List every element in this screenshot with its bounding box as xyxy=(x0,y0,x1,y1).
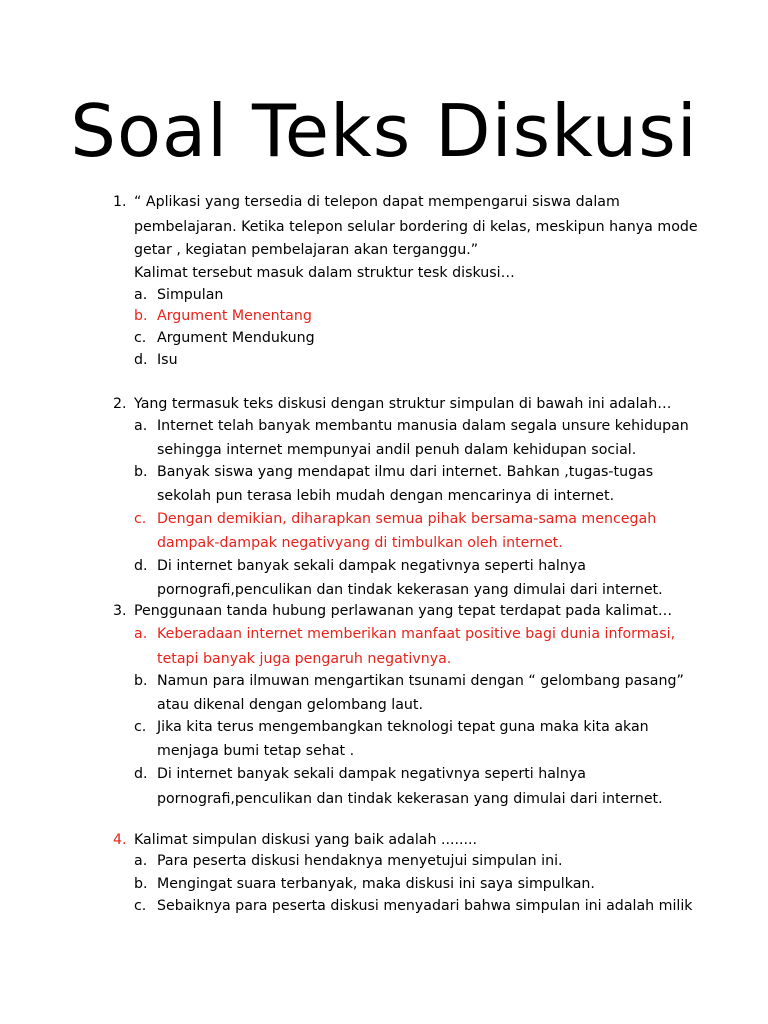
option-text: Isu xyxy=(157,352,178,368)
option-letter: b. xyxy=(134,464,148,480)
option-text-answer: tetapi banyak juga pengaruh negativnya. xyxy=(157,651,452,667)
option-text: Para peserta diskusi hendaknya menyetujui simpulan ini. xyxy=(157,853,563,869)
option-text: Internet telah banyak membantu manusia dalam segala unsure kehidupan xyxy=(157,418,689,434)
option-text: Sebaiknya para peserta diskusi menyadari bahwa simpulan ini adalah milik xyxy=(157,898,693,914)
option-text: Simpulan xyxy=(157,287,224,303)
option-letter: a. xyxy=(134,418,148,434)
option-letter: a. xyxy=(134,853,148,869)
option-letter: c. xyxy=(134,898,147,914)
option-text: Namun para ilmuwan mengartikan tsunami dengan “ gelombang pasang” xyxy=(157,673,684,689)
question-number: 3. xyxy=(113,603,127,619)
page-title: Soal Teks Diskusi xyxy=(70,89,698,173)
option-letter: a. xyxy=(134,287,148,303)
option-text: pornografi,penculikan dan tindak kekerasan yang dimulai dari internet. xyxy=(157,582,663,598)
option-letter: b. xyxy=(134,673,148,689)
question-number: 1. xyxy=(113,194,127,210)
option-letter: c. xyxy=(134,330,147,346)
option-letter: c. xyxy=(134,719,147,735)
question-number-highlighted: 4. xyxy=(113,832,127,848)
option-text-answer: dampak-dampak negativyang di timbulkan oleh internet. xyxy=(157,535,563,551)
question-text-line: Kalimat tersebut masuk dalam struktur tesk diskusi… xyxy=(134,265,515,281)
option-text: menjaga bumi tetap sehat . xyxy=(157,743,355,759)
option-text-answer: Dengan demikian, diharapkan semua pihak bersama-sama mencegah xyxy=(157,511,657,527)
question-text-line: Penggunaan tanda hubung perlawanan yang tepat terdapat pada kalimat… xyxy=(134,603,673,619)
option-text: Mengingat suara terbanyak, maka diskusi ini saya simpulkan. xyxy=(157,876,595,892)
option-letter: d. xyxy=(134,558,148,574)
option-text: Di internet banyak sekali dampak negativnya seperti halnya xyxy=(157,558,586,574)
question-text-line: getar , kegiatan pembelajaran akan terganggu.” xyxy=(134,242,479,258)
option-letter: d. xyxy=(134,766,148,782)
option-text: atau dikenal dengan gelombang laut. xyxy=(157,697,423,713)
question-text-line: “ Aplikasi yang tersedia di telepon dapat mempengarui siswa dalam xyxy=(134,194,620,210)
option-text: sehingga internet mempunyai andil penuh dalam kehidupan social. xyxy=(157,442,637,458)
option-letter-answer: b. xyxy=(134,308,148,324)
option-letter: b. xyxy=(134,876,148,892)
option-text-answer: Keberadaan internet memberikan manfaat positive bagi dunia informasi, xyxy=(157,626,676,642)
question-text-line: Yang termasuk teks diskusi dengan struktur simpulan di bawah ini adalah… xyxy=(134,396,672,412)
question-text-line: pembelajaran. Ketika telepon selular bordering di kelas, meskipun hanya mode xyxy=(134,219,698,235)
option-letter: d. xyxy=(134,352,148,368)
option-text-answer: Argument Menentang xyxy=(157,308,312,324)
option-letter-answer: c. xyxy=(134,511,147,527)
option-text: sekolah pun terasa lebih mudah dengan mencarinya di internet. xyxy=(157,488,615,504)
option-text: Di internet banyak sekali dampak negativnya seperti halnya xyxy=(157,766,586,782)
option-text: Jika kita terus mengembangkan teknologi tepat guna maka kita akan xyxy=(157,719,649,735)
option-text: pornografi,penculikan dan tindak kekerasan yang dimulai dari internet. xyxy=(157,791,663,807)
question-text-line: Kalimat simpulan diskusi yang baik adalah ........ xyxy=(134,832,478,848)
option-text: Argument Mendukung xyxy=(157,330,315,346)
option-text: Banyak siswa yang mendapat ilmu dari internet. Bahkan ,tugas-tugas xyxy=(157,464,654,480)
option-letter-answer: a. xyxy=(134,626,148,642)
question-number: 2. xyxy=(113,396,127,412)
